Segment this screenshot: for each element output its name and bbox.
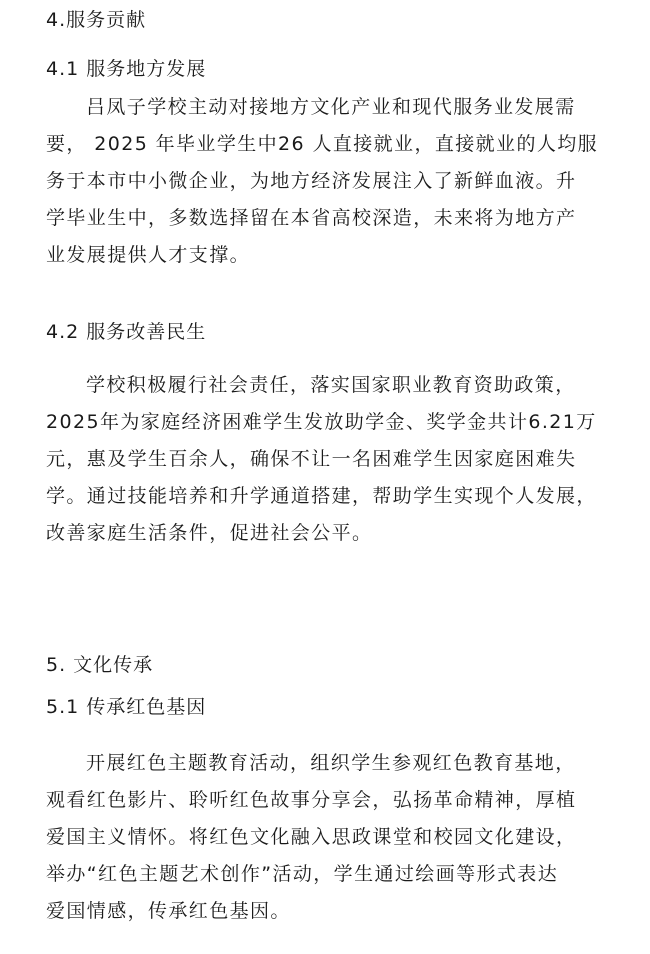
paragraph-line: 元，惠及学生百余人，确保不让一名困难学生因家庭困难失 <box>46 448 577 470</box>
paragraph-line: 举办“红色主题艺术创作”活动，学生通过绘画等形式表达 <box>46 863 559 885</box>
section-5-1-paragraph <box>46 745 616 930</box>
section-4-2-heading: 4.2 服务改善民生 <box>46 321 207 343</box>
paragraph-line: 要， 2025 年毕业学生中26 人直接就业，直接就业的人均服 <box>46 133 599 155</box>
section-4-2-paragraph <box>46 367 616 552</box>
section-4-heading: 4.服务贡献 <box>46 9 147 31</box>
section-5-heading: 5. 文化传承 <box>46 654 154 676</box>
section-4-1-paragraph <box>46 89 616 274</box>
paragraph-line: 开展红色主题教育活动，组织学生参观红色教育基地， <box>86 752 576 774</box>
paragraph-line: 务于本市中小微企业，为地方经济发展注入了新鲜血液。升 <box>46 170 577 192</box>
section-5-1-heading: 5.1 传承红色基因 <box>46 696 207 718</box>
paragraph-line: 学校积极履行社会责任，落实国家职业教育资助政策， <box>86 374 576 396</box>
paragraph-line: 学毕业生中，多数选择留在本省高校深造，未来将为地方产 <box>46 207 577 229</box>
paragraph-line: 吕凤子学校主动对接地方文化产业和现代服务业发展需 <box>86 96 576 118</box>
paragraph-line: 爱国情感，传承红色基因。 <box>46 900 291 922</box>
paragraph-line: 学。通过技能培养和升学通道搭建，帮助学生实现个人发展， <box>46 485 597 507</box>
paragraph-line: 爱国主义情怀。将红色文化融入思政课堂和校园文化建设， <box>46 826 577 848</box>
paragraph-line: 2025年为家庭经济困难学生发放助学金、奖学金共计6.21万 <box>46 411 597 433</box>
paragraph-line: 改善家庭生活条件，促进社会公平。 <box>46 522 373 544</box>
paragraph-line: 观看红色影片、聆听红色故事分享会，弘扬革命精神，厚植 <box>46 789 577 811</box>
paragraph-line: 业发展提供人才支撑。 <box>46 244 251 266</box>
section-4-1-heading: 4.1 服务地方发展 <box>46 58 207 80</box>
